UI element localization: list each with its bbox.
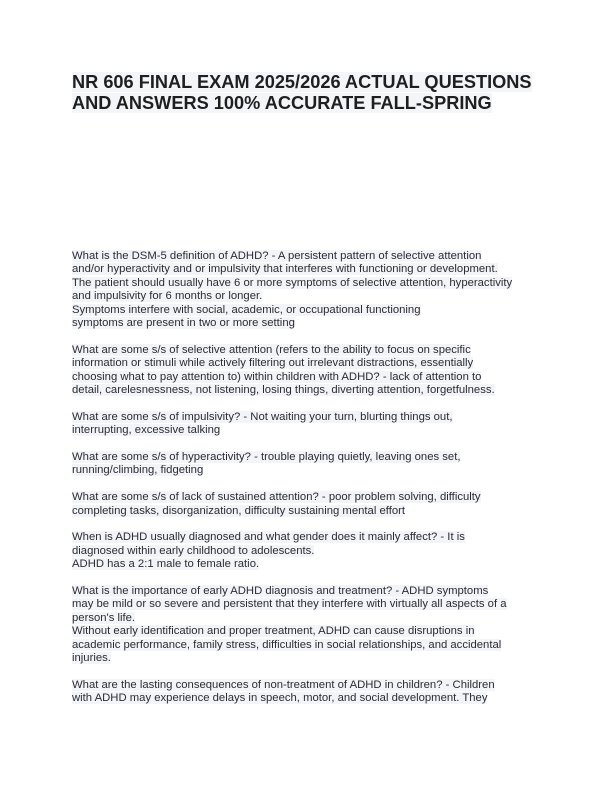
qa-line	[72, 411, 547, 424]
qa-text: injuries.	[72, 652, 111, 665]
document-title	[72, 72, 552, 114]
qa-text: Without early identification and proper treatment, ADHD can cause disruptions in	[72, 625, 475, 638]
title-line: AND ANSWERS 100% ACCURATE FALL-SPRING	[72, 93, 492, 113]
qa-entry	[72, 451, 547, 478]
qa-text: interrupting, excessive talking	[72, 424, 221, 437]
qa-line	[72, 491, 547, 504]
qa-line	[72, 290, 547, 303]
qa-list	[72, 250, 547, 719]
qa-entry	[72, 679, 547, 706]
qa-text: detail, carelesnessness, not listening, losing things, diverting attention, forgetfulness.	[72, 384, 495, 397]
qa-line	[72, 639, 547, 652]
qa-line	[72, 531, 547, 544]
qa-text: What are the lasting consequences of non-treatment of ADHD in children? - Children	[72, 678, 495, 691]
qa-text: choosing what to pay attention to) within children with ADHD? - lack of attention to	[72, 370, 482, 383]
qa-text: What are some s/s of hyperactivity? - trouble playing quietly, leaving ones set,	[72, 451, 461, 464]
qa-line	[72, 625, 547, 638]
qa-line	[72, 317, 547, 330]
qa-text: may be mild or so severe and persistent that they interfere with virtually all aspects of a	[72, 598, 507, 611]
qa-line	[72, 304, 547, 317]
qa-line	[72, 558, 547, 571]
qa-text: When is ADHD usually diagnosed and what gender does it mainly affect? - It is	[72, 531, 465, 544]
qa-text: completing tasks, disorganization, difficulty sustaining mental effort	[72, 504, 406, 517]
qa-text: and impulsivity for 6 months or longer.	[72, 290, 263, 303]
qa-text: running/climbing, fidgeting	[72, 464, 204, 477]
qa-text: What are some s/s of lack of sustained attention? - poor problem solving, difficulty	[72, 491, 481, 504]
qa-text: Symptoms interfere with social, academic, or occupational functioning	[72, 303, 421, 316]
qa-entry	[72, 344, 547, 398]
qa-text: academic performance, family stress, difficulties in social relationships, and accidental	[72, 638, 502, 651]
qa-entry	[72, 491, 547, 518]
qa-line	[72, 464, 547, 477]
qa-text: with ADHD may experience delays in speech, motor, and social development. They	[72, 692, 488, 705]
qa-line	[72, 451, 547, 464]
qa-line	[72, 344, 547, 357]
qa-entry	[72, 250, 547, 330]
qa-text: What are some s/s of impulsivity? - Not waiting your turn, blurting things out,	[72, 410, 453, 423]
qa-line	[72, 598, 547, 611]
qa-entry	[72, 411, 547, 438]
qa-text: What is the importance of early ADHD diagnosis and treatment? - ADHD symptoms	[72, 585, 489, 598]
qa-line	[72, 612, 547, 625]
qa-line	[72, 505, 547, 518]
qa-entry	[72, 585, 547, 665]
qa-text: The patient should usually have 6 or more symptoms of selective attention, hyperactivity	[72, 276, 513, 289]
qa-line	[72, 250, 547, 263]
qa-text: ADHD has a 2:1 male to female ratio.	[72, 558, 260, 571]
qa-line	[72, 371, 547, 384]
qa-line	[72, 424, 547, 437]
qa-line	[72, 545, 547, 558]
qa-entry	[72, 531, 547, 571]
qa-text: and/or hyperactivity and or impulsivity that interferes with functioning or development.	[72, 263, 498, 276]
qa-text: person's life.	[72, 611, 136, 624]
qa-line	[72, 277, 547, 290]
qa-line	[72, 357, 547, 370]
qa-line	[72, 384, 547, 397]
qa-text: diagnosed within early childhood to adolescents.	[72, 544, 315, 557]
qa-text: information or stimuli while actively filtering out irrelevant distractions, essentially	[72, 357, 474, 370]
qa-line	[72, 263, 547, 276]
qa-line	[72, 652, 547, 665]
qa-line	[72, 679, 547, 692]
qa-text: symptoms are present in two or more setting	[72, 317, 295, 330]
title-line: NR 606 FINAL EXAM 2025/2026 ACTUAL QUESTIONS	[72, 72, 532, 92]
qa-line	[72, 585, 547, 598]
qa-line	[72, 692, 547, 705]
qa-text: What are some s/s of selective attention (refers to the ability to focus on specific	[72, 343, 471, 356]
qa-text: What is the DSM-5 definition of ADHD? - A persistent pattern of selective attention	[72, 250, 482, 262]
